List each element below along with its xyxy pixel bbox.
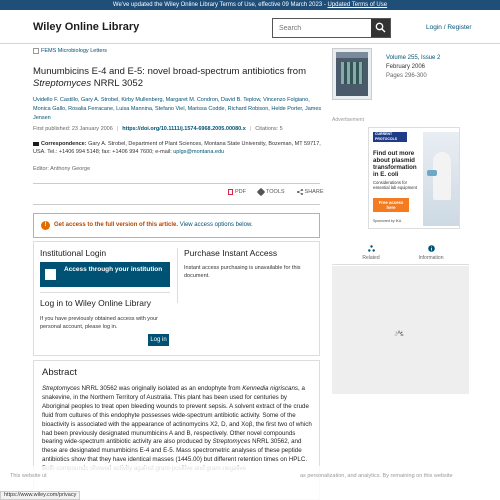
pdf-icon [228,189,233,195]
share-button[interactable] [297,189,324,195]
tab-related[interactable] [351,245,391,261]
info-icon [428,245,435,252]
access-options-link[interactable]: View access options below. [178,222,253,228]
ad-sponsor: Sponsored by IKA [373,219,402,223]
institution-icon [45,269,56,280]
search-input[interactable] [273,19,373,37]
wol-login-text: If you have previously obtained access with your personal account, please log in. [40,316,159,330]
abstract-italic: Streptomyces [212,438,251,446]
sidebar-content-panel [332,266,469,394]
issue-pages: Pages 296-300 [386,73,427,79]
access-message [54,222,253,228]
tools-label: TOOLS [266,189,285,195]
doi-link[interactable]: https://doi.org/10.1111/j.1574-6968.2005.00080.x [122,126,246,132]
cookie-text-left: This website ut [10,473,47,479]
tab-related-label: Related [362,255,380,261]
abstract-text [42,385,314,474]
meta-separator: | [249,126,252,132]
share-icon [297,189,303,195]
cover-image [336,52,368,96]
abstract-part: NRRL 30562 was originally isolated as an endophyte from [79,385,243,392]
tools-button[interactable] [258,189,285,195]
ad-logo: CURRENT PROTOCOLS [373,132,407,142]
ad-cta-button[interactable]: Free access here [373,198,409,212]
search-icon [375,22,386,33]
issue-date: February 2006 [386,64,426,70]
correspondence-email[interactable]: uplgs@montana.edu [173,149,225,155]
first-published: First published: 23 January 2006 [33,126,113,132]
purchase-text: Instant access purchasing is unavailable for this document. [184,265,301,279]
cover-band [336,52,368,58]
divider [33,183,320,184]
editor-line: Editor: Anthony George [33,166,91,172]
ad-headline: Find out more about plasmid transformation in E. coli [373,150,417,178]
institutional-login-title: Institutional Login [40,248,107,258]
envelope-icon [33,142,39,146]
wrench-icon [257,188,265,196]
citations-count[interactable]: Citations: 5 [255,126,283,132]
abstract-part: NRRL 30562, and these are designated munumbicins E-4 and E-5. Mass spectrometric analyses of these peptide antibiotics show that they have identical masses (1445.00) but different retention times on HPLC. [42,438,308,464]
correspondence-text: Gary A. Strobel, Department of Plant Sciences, Montana State University, Bozeman, MT 59717, USA. Tel.: +1406 994 5148; fax: +1406 994 7600; e-mail: [33,141,321,155]
ad-subtext: Considerations for essential lab equipment [373,180,417,190]
alert-icon: ! [41,221,50,230]
abstract-part: , a snakevine, in the Northern Territory of Australia. This plant has been used for centuries by Aboriginal peoples to treat open bleeding wounds to prevent sepsis. A solvent extract of the crude fluid from cultures of this endophyte possesses wide-spectrum antibiotic activity. Some of the bioactivity is associated with the appearance of actinomycins X2, D, and Xoβ, the first two of which had been previously designated munumbicins A and B, respectively. Other novel compounds bearing wide-spectrum antibiotic activity are also produced by [42,385,312,446]
search-button[interactable] [371,19,390,37]
tab-information[interactable] [411,245,451,261]
loading-spinner-icon [394,330,404,340]
issue-info: Volume 255, Issue 2 February 2006 Pages 296-300 [386,55,441,79]
cookie-text-right: as personalization, and analytics. By remaining on this website [300,473,453,479]
journal-cover[interactable] [332,48,372,100]
cover-art [341,62,363,84]
panel-divider [177,248,178,303]
volume-link[interactable]: Volume 255 [386,55,418,61]
panel-divider [40,292,170,293]
login-register-link[interactable]: Login / Register [426,24,472,31]
tab-information-label: Information [418,255,444,261]
meta-separator: | [116,126,119,132]
title-italic: Streptomyces [33,78,92,89]
status-bar-url: https://www.wiley.com/privacy [0,491,80,500]
purchase-title: Purchase Instant Access [184,248,278,258]
log-in-button[interactable]: Log in [148,334,169,346]
sidebar-tabs [332,241,469,265]
scientist-figure [433,152,451,200]
divider [33,204,320,205]
related-icon [368,245,375,252]
ad-banner[interactable] [368,127,460,229]
author-list[interactable]: Uvidello F. Castillo, Gary A. Strobel, Kirby Mullenberg, Margaret M. Condron, David B. Teplow, Vincenzo Folgiano, Monica Gallo, Rosalia Ferracane, Luisa Mannina, Stefano Viel, Marissa Codde, Richard Robison, Helde Porter, James Jensen [33,97,322,121]
access-bold: Get access to the full version of this article. [54,222,179,228]
title-end: NRRL 3052 [91,78,144,89]
ad-photo [423,132,459,226]
site-header [0,10,500,44]
institution-button-label: Access through your institution [64,266,163,273]
share-label: SHARE [304,189,324,195]
notice-text: We've updated the Wiley Online Library Terms of Use, effective 09 March 2023 - [112,2,328,8]
login-panel [33,241,320,356]
title-text: Munumbicins E-4 and E-5: novel broad-spectrum antibiotics from [33,66,306,77]
institution-access-button[interactable] [40,262,170,287]
abstract-title: Abstract [42,367,77,378]
lab-glove [427,170,437,176]
journal-image-alt: FEMS Microbiology Letters [41,48,108,54]
terms-notice-bar [0,0,500,10]
pdf-label: PDF [235,189,246,195]
article-title [33,66,323,90]
correspondence [33,140,323,156]
abstract-italic: Streptomyces [42,385,80,392]
abstract-italic: Kennedia nigriscans [242,385,299,392]
updated-terms-link[interactable]: Updated Terms of Use [327,2,388,8]
search-box [272,18,391,38]
correspondence-label: Correspondence: [41,141,87,147]
issue-link[interactable]: Issue 2 [421,55,441,61]
access-banner [33,213,320,238]
wol-login-title: Log in to Wiley Online Library [40,298,152,308]
publication-meta [33,126,323,132]
article-tools [228,189,324,195]
journal-banner-image[interactable] [33,48,107,54]
site-logo[interactable]: Wiley Online Library [33,21,140,33]
pdf-button[interactable] [228,189,246,195]
advertisement-label: Advertisement [332,117,364,123]
broken-image-icon [33,48,39,54]
